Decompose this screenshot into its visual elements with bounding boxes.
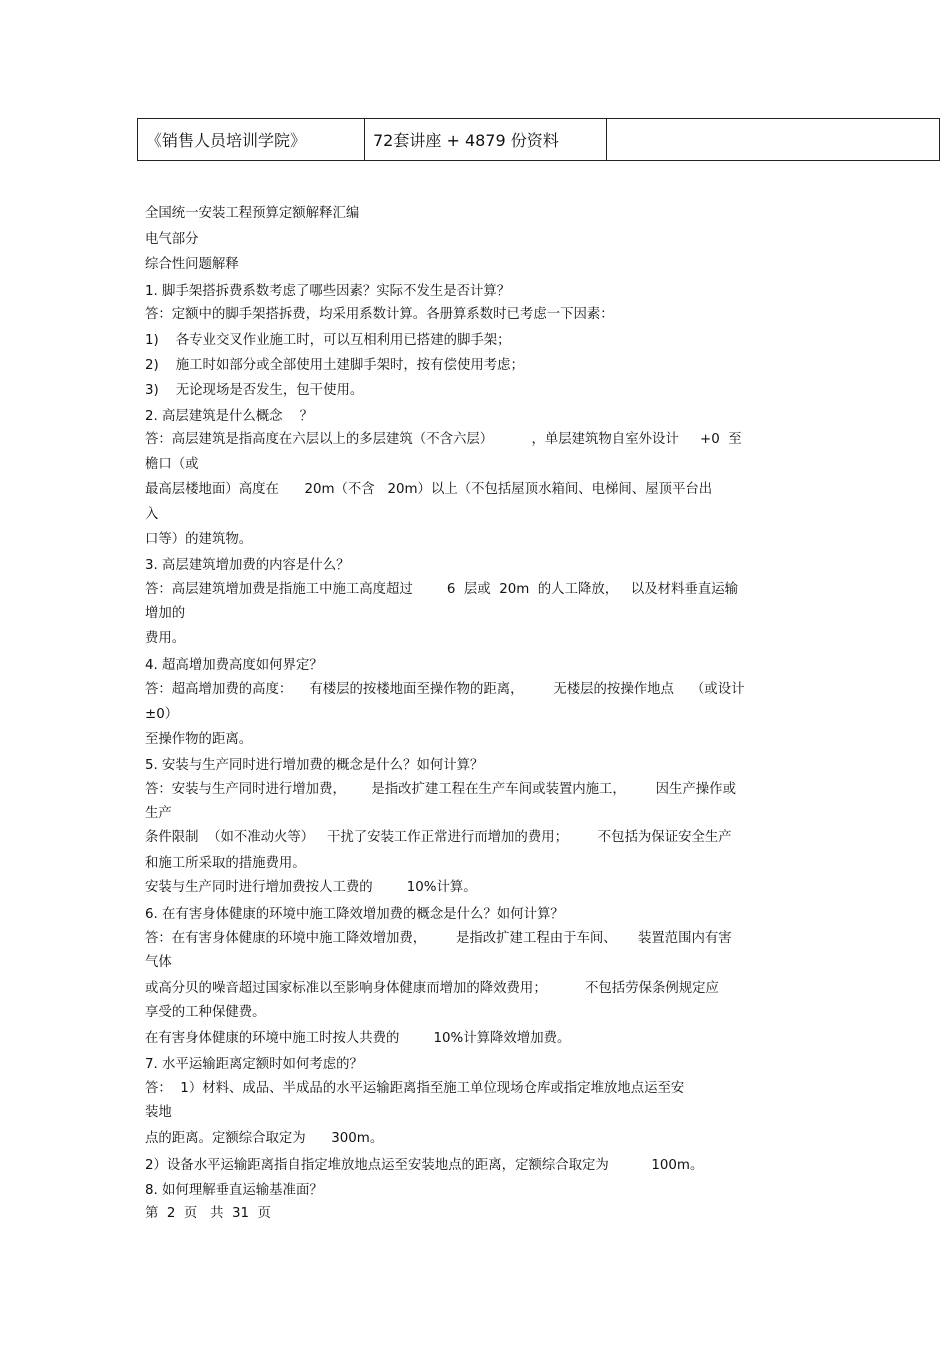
- answer-line: 点的距离。定额综合取定为 300m。: [145, 1131, 384, 1146]
- answer-line: 条件限制 （如不准动火等） 干扰了安装工作正常进行而增加的费用； 不包括为保证安全生产: [145, 830, 732, 845]
- answer-line: 答：安装与生产同时进行增加费， 是指改扩建工程在生产车间或装置内施工， 因生产操作或: [145, 782, 736, 797]
- subsection-heading: 综合性问题解释: [145, 257, 239, 272]
- question-4: 4. 超高增加费高度如何界定？: [145, 658, 323, 673]
- answer-line: 装地: [145, 1105, 172, 1120]
- doc-title: 全国统一安装工程预算定额解释汇编: [145, 206, 360, 221]
- answer-line: 安装与生产同时进行增加费按人工费的 10%计算。: [145, 880, 477, 895]
- page-number: 第 2 页 共 31 页: [145, 1206, 271, 1221]
- answer-line: 2）设备水平运输距离指自指定堆放地点运至安装地点的距离，定额综合取定为 100m。: [145, 1158, 704, 1173]
- answer-line: 享受的工种保健费。: [145, 1005, 266, 1020]
- answer-line: 口等）的建筑物。: [145, 532, 253, 547]
- question-6: 6. 在有害身体健康的环境中施工降效增加费的概念是什么？如何计算？: [145, 907, 564, 922]
- header-cell-course: 《销售人员培训学院》: [138, 119, 365, 161]
- question-1: 1. 脚手架搭拆费系数考虑了哪些因素？实际不发生是否计算？: [145, 284, 511, 299]
- answer-line: 答： 1）材料、成品、半成品的水平运输距离指至施工单位现场仓库或指定堆放地点运至安: [145, 1081, 685, 1096]
- header-cell-empty: [607, 119, 940, 161]
- answer-line: 3) 无论现场是否发生，包干使用。: [145, 383, 364, 398]
- question-5: 5. 安装与生产同时进行增加费的概念是什么？如何计算？: [145, 758, 484, 773]
- header-table: [137, 118, 940, 161]
- section-heading: 电气部分: [145, 232, 199, 247]
- answer-line: 入: [145, 507, 159, 522]
- answer-line: 答：定额中的脚手架搭拆费，均采用系数计算。各册算系数时已考虑一下因素：: [145, 307, 614, 322]
- answer-line: 在有害身体健康的环境中施工时按人共费的 10%计算降效增加费。: [145, 1031, 571, 1046]
- answer-line: 增加的: [145, 606, 186, 621]
- question-2: 2. 高层建筑是什么概念 ？: [145, 409, 313, 424]
- header-cell-materials: 72套讲座 + 4879 份资料: [365, 119, 607, 161]
- answer-line: 至操作物的距离。: [145, 732, 253, 747]
- answer-line: 费用。: [145, 631, 186, 646]
- answer-line: 或高分贝的噪音超过国家标准以至影响身体健康而增加的降效费用； 不包括劳保条例规定应: [145, 981, 719, 996]
- answer-line: 答：高层建筑是指高度在六层以上的多层建筑（不含六层） ，单层建筑物自室外设计 +0 至: [145, 432, 742, 447]
- answer-line: 答：在有害身体健康的环境中施工降效增加费， 是指改扩建工程由于车间、 装置范围内有害: [145, 931, 732, 946]
- answer-line: 和施工所采取的措施费用。: [145, 856, 306, 871]
- answer-line: 檐口（或: [145, 457, 199, 472]
- answer-line: 生产: [145, 806, 172, 821]
- answer-line: 最高层楼地面）高度在 20m（不含 20m）以上（不包括屋顶水箱间、电梯间、屋顶平台出: [145, 482, 713, 497]
- answer-line: 1) 各专业交叉作业施工时，可以互相利用已搭建的脚手架；: [145, 333, 511, 348]
- answer-line: 答：超高增加费的高度： 有楼层的按楼地面至操作物的距离， 无楼层的按操作地点 （或设计: [145, 682, 745, 697]
- question-3: 3. 高层建筑增加费的内容是什么？: [145, 558, 350, 573]
- answer-line: ±0）: [145, 707, 179, 722]
- question-7: 7. 水平运输距离定额时如何考虑的？: [145, 1057, 363, 1072]
- answer-line: 答：高层建筑增加费是指施工中施工高度超过 6 层或 20m 的人工降放， 以及材料垂直运输: [145, 582, 739, 597]
- answer-line: 2) 施工时如部分或全部使用土建脚手架时，按有偿使用考虑；: [145, 358, 524, 373]
- question-8: 8. 如何理解垂直运输基准面？: [145, 1183, 323, 1198]
- answer-line: 气体: [145, 955, 172, 970]
